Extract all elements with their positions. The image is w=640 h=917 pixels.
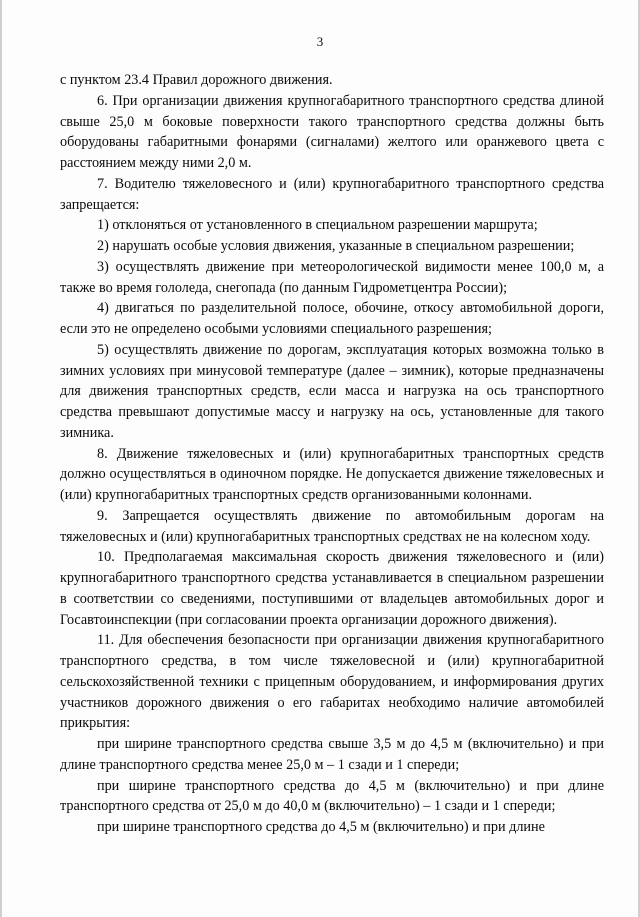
paragraph-item-9: 9. Запрещается осуществлять движение по автомобильным дорогам на тяжеловесных и (или) крупногабаритных транспортных средствах не на колесном ходу.: [60, 507, 604, 545]
paragraph-item-11: 11. Для обеспечения безопасности при организации движения крупногабаритного транспортного средства, в том числе тяжеловесной и (или) крупногабаритной сельскохозяйственной техники с прицепным оборудованием, и информирования других участников дорожного движения о его габаритах необходимо наличие автомобилей прикрытия:: [60, 632, 604, 732]
condition-width-4-5-partial: при ширине транспортного средства до 4,5 м (включительно) и при длине: [97, 819, 545, 835]
paragraph-item-8: 8. Движение тяжеловесных и (или) крупногабаритных транспортных средств должно осуществляться в одиночном порядке. Не допускается движение тяжеловесных и (или) крупногабаритных транспортных средств организованными колоннами.: [60, 445, 604, 503]
condition-width-3-5-4-5: при ширине транспортного средства свыше 3,5 м до 4,5 м (включительно) и при длине транспортного средства менее 25,0 м – 1 сзади и 1 спереди;: [60, 736, 604, 773]
paragraph-item-7: 7. Водителю тяжеловесного и (или) крупногабаритного транспортного средства запрещается:: [60, 175, 604, 213]
paragraph-item-6: 6. При организации движения крупногабаритного транспортного средства длиной свыше 25,0 м боковые поверхности такого транспортного средства должны быть оборудованы габаритными фонарями (сигналами) желтого или оранжевого цвета с расстоянием между ними 2,0 м.: [60, 92, 604, 171]
condition-length-25-40: при ширине транспортного средства до 4,5 м (включительно) и при длине транспортного средства от 25,0 м до 40,0 м (включительно) – 1 сзади и 1 спереди;: [60, 777, 604, 815]
page-number: 3: [316, 34, 324, 49]
subitem-1: 1) отклоняться от установленного в специальном разрешении маршрута;: [97, 217, 538, 234]
subitem-4: 4) двигаться по разделительной полосе, обочине, откосу автомобильной дороги, если это не определено особыми условиями специального разрешения;: [60, 300, 604, 337]
subitem-5: 5) осуществлять движение по дорогам, эксплуатация которых возможна только в зимних условиях при минусовой температуре (далее – зимник), которые предназначены для движения транспортных средств, если масса и нагрузка на ось транспортного средства превышают допустимые массу и нагрузку на ось, установленные для такого зимника.: [60, 341, 604, 441]
paragraph-continuation: с пунктом 23.4 Правил дорожного движения.: [60, 72, 333, 88]
subitem-3: 3) осуществлять движение при метеорологической видимости менее 100,0 м, а также во время гололеда, снегопада (по данным Гидрометцентра России);: [60, 258, 604, 296]
paragraph-item-10: 10. Предполагаемая максимальная скорость движения тяжеловесного и (или) крупногабаритного транспортного средства устанавливается в специальном разрешении в соответствии со сведениями, поступившими от владельцев автомобильных дорог и Госавтоинспекции (при согласовании проекта организации дорожного движения).: [60, 549, 604, 628]
document-body: [60, 70, 604, 838]
subitem-2: 2) нарушать особые условия движения, указанные в специальном разрешении;: [97, 238, 575, 254]
